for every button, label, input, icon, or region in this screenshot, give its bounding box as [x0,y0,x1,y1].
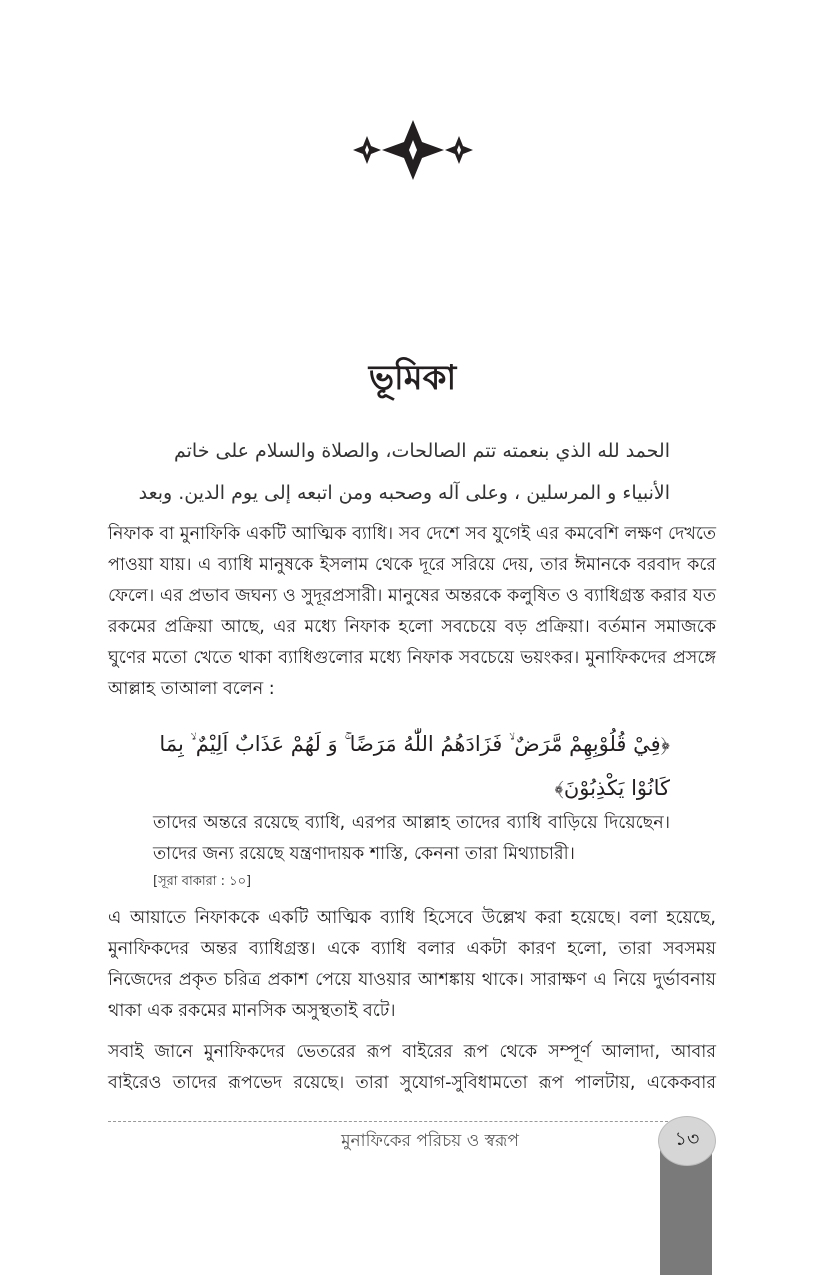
paragraph-3: সবাই জানে মুনাফিকদের ভেতরের রূপ বাইরের রূপ থেকে সম্পূর্ণ আলাদা, আবার বাইরেও তাদের রূপভেদ রয়েছে। তারা সুযোগ-সুবিধামতো রূপ পালটায়, একেকবার [108,1042,716,1093]
paragraph-1: নিফাক বা মুনাফিকি একটি আত্মিক ব্যাধি। সব দেশে সব যুগেই এর কমবেশি লক্ষণ দেখতে পাওয়া যায়। এ ব্যাধি মানুষকে ইসলাম থেকে দূরে সরিয়ে দেয়, তার ঈমানকে বরবাদ করে ফেলে। এর প্রভাব জঘন্য ও সুদূরপ্রসারী। মানুষের অন্তরকে কলুষিত ও ব্যাধিগ্রস্ত করার যত রকমের প্রক্রিয়া আছে, এর মধ্যে নিফাক হলো সবচেয়ে বড় প্রক্রিয়া। বর্তমান সমাজকে ঘুণের মতো খেতে থাকা ব্যাধিগুলোর মধ্যে নিফাক সবচেয়ে ভয়ংকর। মুনাফিকদের প্রসঙ্গে আল্লাহ তাআলা বলেন : [108,524,716,699]
footer-book-title: মুনাফিকের পরিচয় ও স্বরূপ [341,1131,519,1151]
page-number-badge [658,1116,716,1166]
quran-verse: ﴿فِيْ قُلُوْبِهِمْ مَّرَضٌ ۙ فَزَادَهُمُ اللّٰهُ مَرَضًا ۚ وَ لَهُمْ عَذَابٌ اَلِيْمٌ ۙ بِمَا كَانُوْا يَكْذِبُوْنَ﴾ [159,732,670,800]
star-ornament-icon [350,118,476,182]
arabic-intro-line-1: الحمد لله الذي بنعمته تتم الصالحات، والصلاة والسلام على خاتم [173,440,670,462]
arabic-intro-line-2: الأنبياء و المرسلين ، وعلى آله وصحبه ومن اتبعه إلى يوم الدين. وبعد [138,482,670,504]
verse-reference: [সূরা বাকারা : ১০] [153,874,252,889]
footer-divider [108,1121,668,1122]
page-title: ভূমিকা [368,358,457,398]
paragraph-2: এ আয়াতে নিফাককে একটি আত্মিক ব্যাধি হিসেবে উল্লেখ করা হয়েছে। বলা হয়েছে, মুনাফিকদের অন্তর ব্যাধিগ্রস্ত। একে ব্যাধি বলার একটা কারণ হলো, তারা সবসময় নিজেদের প্রকৃত চরিত্র প্রকাশ পেয়ে যাওয়ার আশঙ্কায় থাকে। সারাক্ষণ এ নিয়ে দুর্ভাবনায় থাকা এক রকমের মানসিক অসুস্থতাই বটে। [108,908,716,1021]
verse-translation: তাদের অন্তরে রয়েছে ব্যাধি, এরপর আল্লাহ তাদের ব্যাধি বাড়িয়ে দিয়েছেন। তাদের জন্য রয়েছে যন্ত্রণাদায়ক শাস্তি, কেননা তারা মিথ্যাচারী। [153,813,670,864]
page-number: ১৩ [674,1128,700,1150]
